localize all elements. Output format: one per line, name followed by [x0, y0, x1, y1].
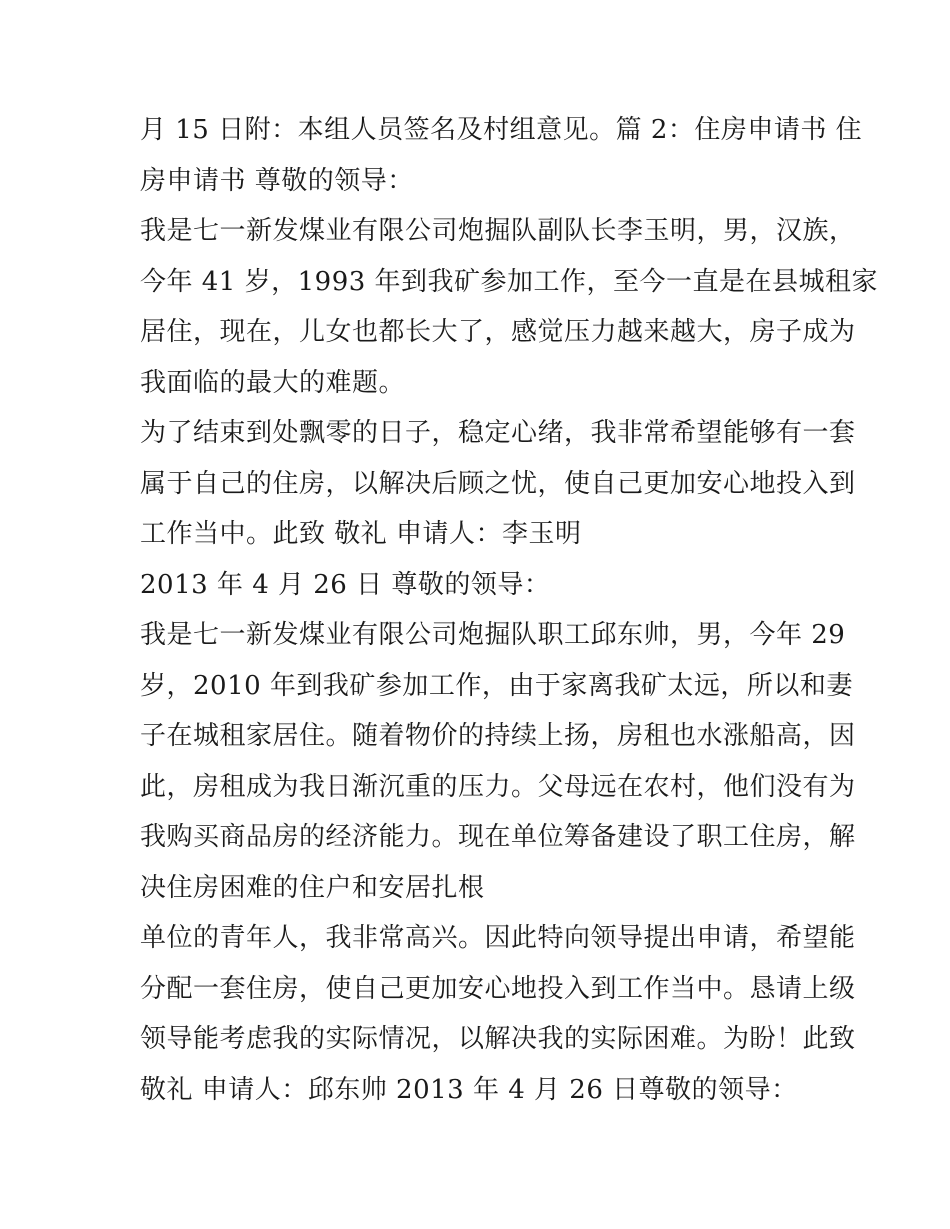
text-line: 敬礼 申请人：邱东帅 2013 年 4 月 26 日尊敬的领导： [140, 1074, 798, 1105]
text-line: 2013 年 4 月 26 日 尊敬的领导： [140, 569, 551, 600]
text-line: 为了结束到处飘零的日子，稳定心绪，我非常希望能够有一套 [140, 418, 856, 448]
text-line: 月 15 日附：本组人员签名及村组意见。篇 2：住房申请书 住 [140, 115, 863, 145]
text-line: 我是七一新发煤业有限公司炮掘队副队长李玉明，男，汉族， [140, 216, 856, 246]
text-line: 子在城租家居住。随着物价的持续上扬，房租也水涨船高，因 [140, 721, 856, 751]
text-line: 我面临的最大的难题。 [140, 367, 406, 398]
text-line: 分配一套住房，使自己更加安心地投入到工作当中。恳请上级 [140, 973, 856, 1004]
text-line: 我是七一新发煤业有限公司炮掘队职工邱东帅，男，今年 29 [140, 620, 846, 650]
text-line: 房申请书 尊敬的领导： [140, 165, 414, 196]
text-line: 今年 41 岁，1993 年到我矿参加工作，至今一直是在县城租家 [140, 266, 879, 297]
text-line: 属于自己的住房，以解决后顾之忧，使自己更加安心地投入到 [140, 468, 856, 499]
text-line: 居住，现在，儿女也都长大了，感觉压力越来越大，房子成为 [140, 317, 856, 347]
text-line: 此，房租成为我日渐沉重的压力。父母远在农村，他们没有为 [140, 771, 856, 802]
text-line: 单位的青年人，我非常高兴。因此特向领导提出申请，希望能 [140, 923, 856, 953]
document-page [140, 105, 879, 1115]
text-line: 领导能考虑我的实际情况，以解决我的实际困难。为盼！此致 [140, 1024, 856, 1054]
text-line: 决住房困难的住户和安居扎根 [140, 872, 485, 903]
text-line: 工作当中。此致 敬礼 申请人：李玉明 [140, 519, 582, 549]
text-line: 我购买商品房的经济能力。现在单位筹备建设了职工住房，解 [140, 822, 856, 852]
text-line: 岁，2010 年到我矿参加工作，由于家离我矿太远，所以和妻 [140, 670, 853, 701]
